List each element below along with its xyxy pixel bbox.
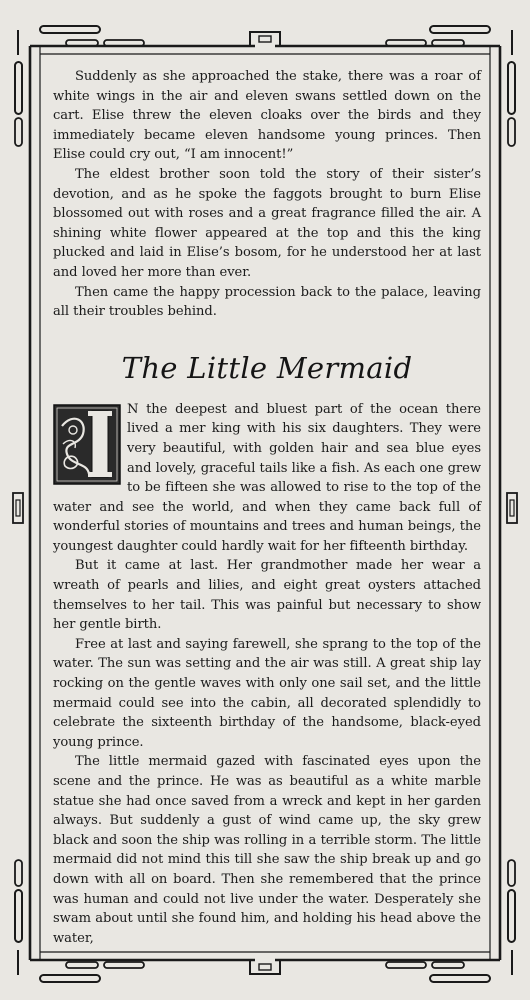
paragraph-came-at-last: But it came at last. Her grandmother made her wear a wreath of pearls and lilies, and eight great oysters attached themselves to her tail. This was painful but necessary to show her gentle birth.	[53, 558, 481, 633]
paragraph-eldest-brother: The eldest brother soon told the story of their sister’s devotion, and as he spoke the faggots brought to burn Elise blossomed out with roses and a great fragrance filled the air. A shining white flower appeared at the top and this the king plucked and laid in Elise’s bosom, for he understood her at last and loved her more than ever.	[53, 166, 481, 280]
paragraph-farewell: Free at last and saying farewell, she sprang to the top of the water. The sun was setting and the air was still. A great ship lay rocking on the gentle waves with only one sail set, and the little mermaid could see into the cabin, all decorated splendidly to celebrate the sixteenth birthday of the handsome, black-eyed young prince.	[53, 636, 481, 750]
paragraph-opening: N the deepest and bluest part of the ocean there lived a mer king with his six daughters. They were very beautiful, with golden hair and sea blue eyes and lovely, graceful tails like a fish. As each one grew to be fifteen she was allowed to rise to the top of the water and see the world, and when they came back full of wonderful stories of mountains and trees and human beings, the youngest daughter could hardly wait for her fifteenth birthday.	[53, 401, 481, 554]
page-text	[53, 67, 481, 948]
drop-cap-ornament	[53, 404, 121, 485]
story-title: The Little Mermaid	[121, 350, 413, 385]
paragraph-storm: The little mermaid gazed with fascinated eyes upon the scene and the prince. He was as beautiful as a white marble statue she had once saved from a wreck and kept in her garden always. But suddenly a gust of wind came up, the sky grew black and soon the ship was rolling in a terrible storm. The little mermaid did not mind this till she saw the ship break up and go down with all on board. Then she remembered that the prince was human and could not live under the water. Desperately she swam about until she found him, and holding his head above the water,	[53, 754, 481, 946]
paragraph-stake: Suddenly as she approached the stake, there was a roar of white wings in the air and eleven swans settled down on the cart. Elise threw the eleven cloaks over the birds and they immediately became eleven handsome young princes. Then Elise could cry out, “I am innocent!”	[53, 69, 481, 163]
drop-cap-letter	[53, 404, 121, 485]
paragraph-procession: Then came the happy procession back to the palace, leaving all their troubles behind.	[53, 284, 481, 320]
